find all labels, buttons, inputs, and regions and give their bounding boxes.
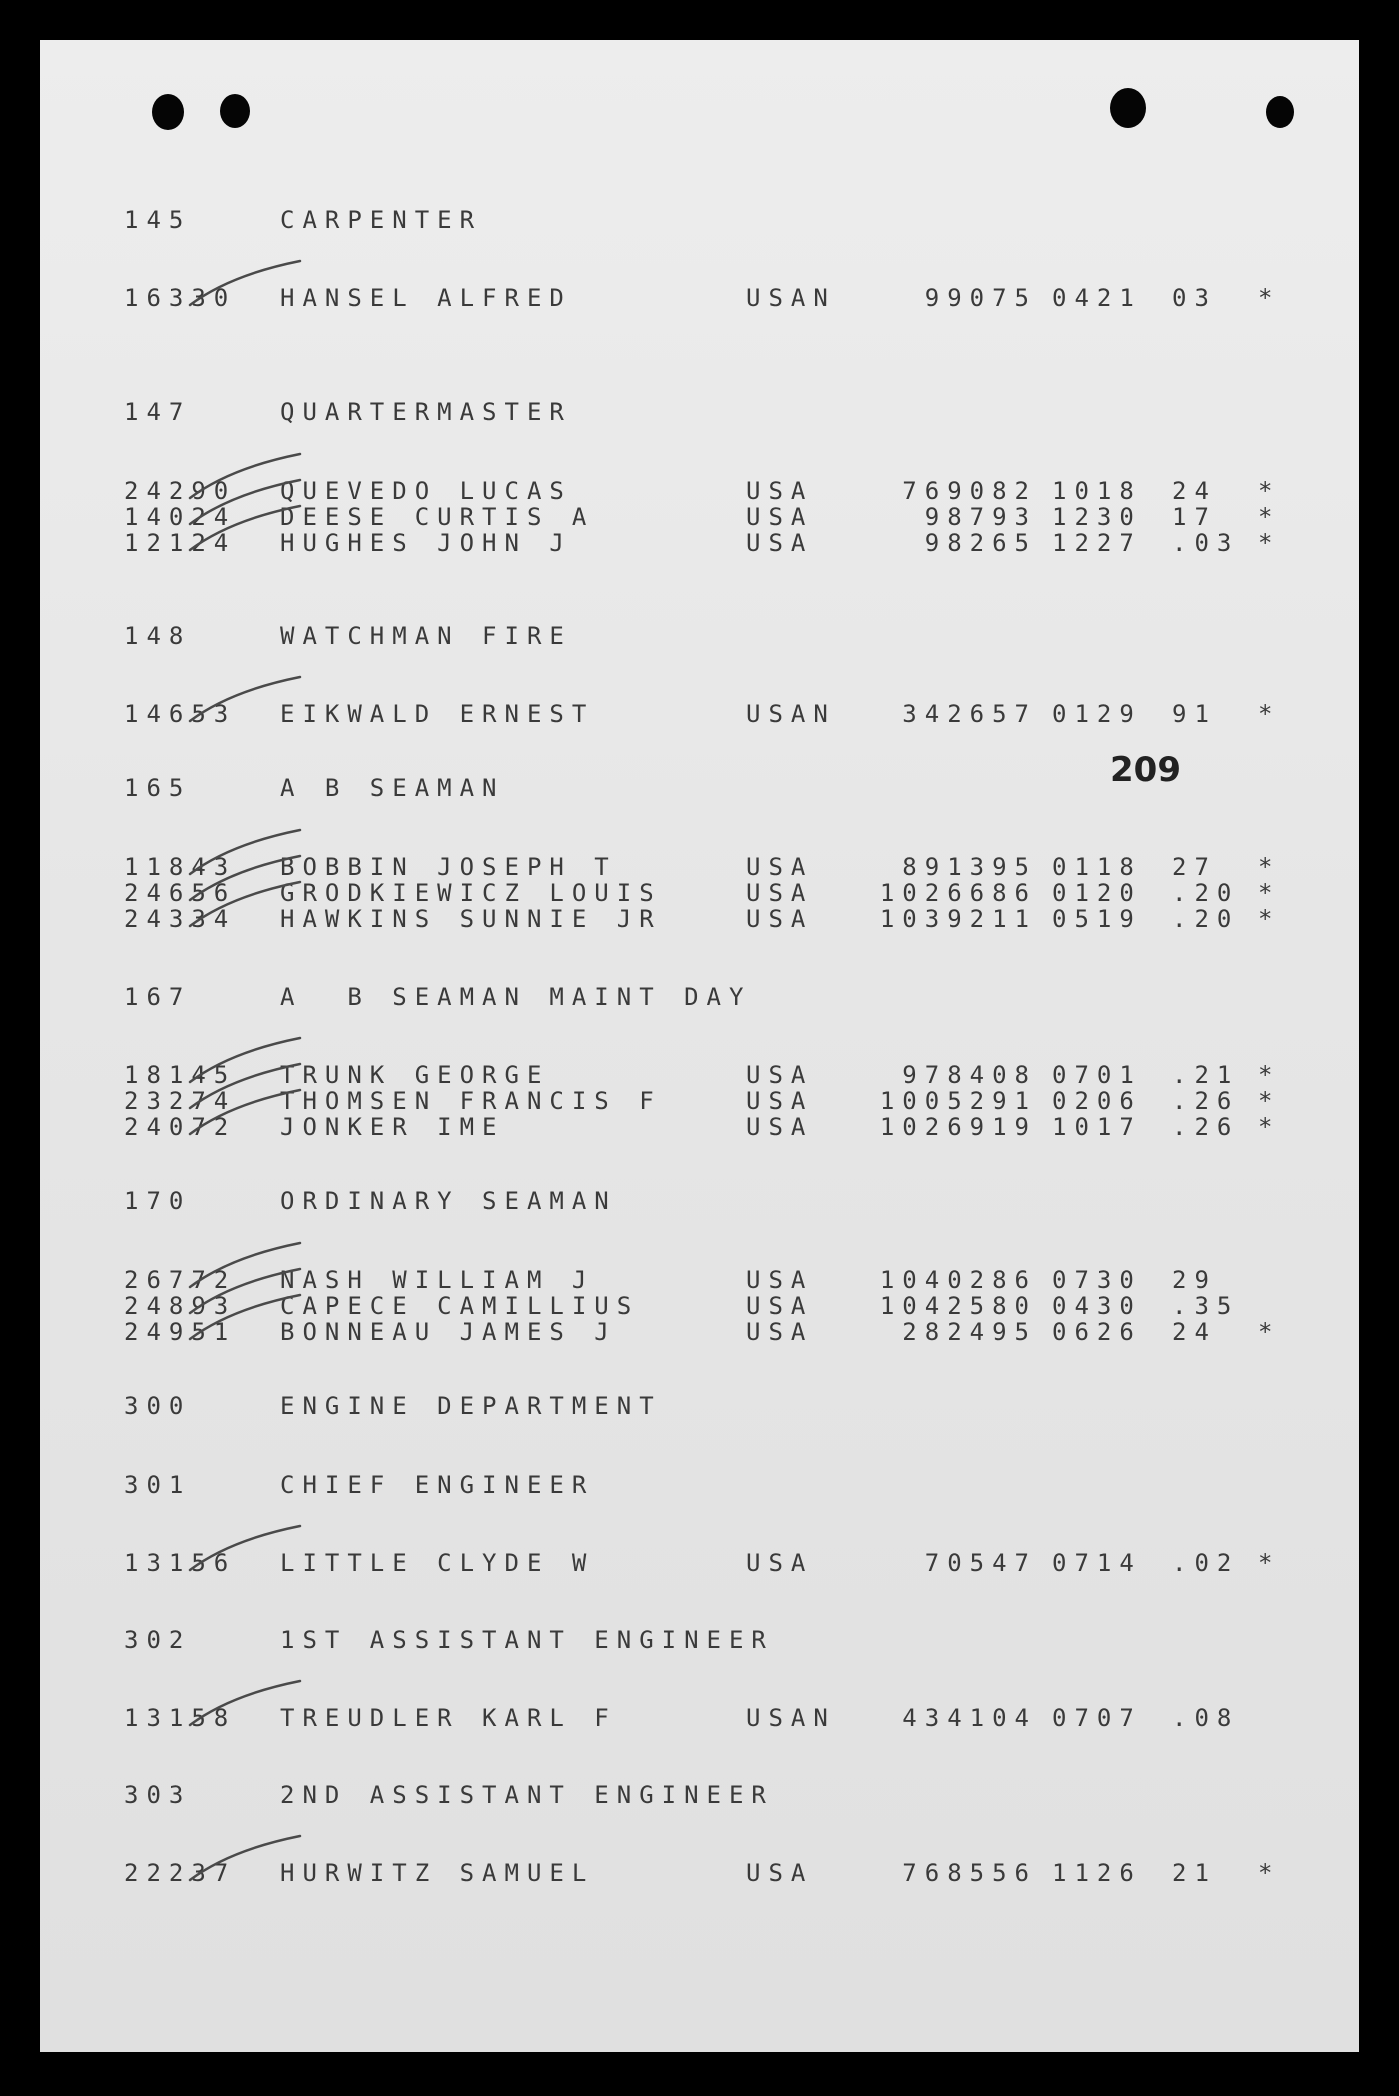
crew-date: 1018 xyxy=(1052,477,1142,505)
crew-id: 14024 xyxy=(124,503,237,531)
section-title: A B SEAMAN MAINT DAY xyxy=(280,983,752,1011)
crew-number: 99075 xyxy=(924,284,1037,312)
crew-name: DEESE CURTIS A xyxy=(280,503,595,531)
crew-citizenship: USA xyxy=(746,477,814,505)
crew-id: 24072 xyxy=(124,1113,237,1141)
crew-date: 0129 xyxy=(1052,700,1142,728)
crew-rate: .20 xyxy=(1172,905,1240,933)
crew-star-mark: * xyxy=(1258,1087,1281,1115)
section-code: 303 xyxy=(124,1781,192,1809)
crew-name: HAWKINS SUNNIE JR xyxy=(280,905,662,933)
crew-number: 98793 xyxy=(924,503,1037,531)
crew-rate: .35 xyxy=(1172,1292,1240,1320)
crew-id: 11843 xyxy=(124,853,237,881)
crew-name: GRODKIEWICZ LOUIS xyxy=(280,879,662,907)
crew-date: 0421 xyxy=(1052,284,1142,312)
crew-date: 0626 xyxy=(1052,1318,1142,1346)
crew-id: 12124 xyxy=(124,529,237,557)
crew-citizenship: USA xyxy=(746,1859,814,1887)
section-code: 165 xyxy=(124,774,192,802)
crew-date: 0730 xyxy=(1052,1266,1142,1294)
crew-date: 1126 xyxy=(1052,1859,1142,1887)
crew-star-mark: * xyxy=(1258,1549,1281,1577)
crew-id: 13158 xyxy=(124,1704,237,1732)
crew-star-mark: * xyxy=(1258,284,1281,312)
crew-citizenship: USA xyxy=(746,1113,814,1141)
crew-rate: 91 xyxy=(1172,700,1217,728)
crew-id: 18145 xyxy=(124,1061,237,1089)
crew-citizenship: USA xyxy=(746,1549,814,1577)
crew-id: 26772 xyxy=(124,1266,237,1294)
pencil-check-mark xyxy=(190,830,300,874)
section-code: 167 xyxy=(124,983,192,1011)
crew-number: 70547 xyxy=(924,1549,1037,1577)
crew-id: 24334 xyxy=(124,905,237,933)
crew-star-mark: * xyxy=(1258,503,1281,531)
crew-star-mark: * xyxy=(1258,879,1281,907)
crew-date: 0519 xyxy=(1052,905,1142,933)
section-code: 301 xyxy=(124,1471,192,1499)
crew-star-mark: * xyxy=(1258,1113,1281,1141)
crew-number: 434104 xyxy=(902,1704,1037,1732)
section-code: 170 xyxy=(124,1187,192,1215)
pencil-check-mark xyxy=(190,1836,300,1880)
crew-citizenship: USA xyxy=(746,1266,814,1294)
crew-number: 1042580 xyxy=(879,1292,1037,1320)
crew-date: 0714 xyxy=(1052,1549,1142,1577)
pencil-check-mark xyxy=(190,677,300,721)
crew-number: 978408 xyxy=(902,1061,1037,1089)
crew-name: HANSEL ALFRED xyxy=(280,284,572,312)
crew-rate: 27 xyxy=(1172,853,1217,881)
section-title: WATCHMAN FIRE xyxy=(280,622,572,650)
crew-number: 342657 xyxy=(902,700,1037,728)
page-number-stamp: 209 xyxy=(1110,750,1181,790)
crew-number: 768556 xyxy=(902,1859,1037,1887)
section-code: 147 xyxy=(124,398,192,426)
crew-number: 1026919 xyxy=(879,1113,1037,1141)
crew-star-mark: * xyxy=(1258,853,1281,881)
crew-name: TRUNK GEORGE xyxy=(280,1061,550,1089)
crew-name: LITTLE CLYDE W xyxy=(280,1549,595,1577)
crew-id: 22237 xyxy=(124,1859,237,1887)
crew-date: 0118 xyxy=(1052,853,1142,881)
crew-rate: .03 xyxy=(1172,529,1240,557)
crew-rate: 03 xyxy=(1172,284,1217,312)
crew-number: 769082 xyxy=(902,477,1037,505)
crew-citizenship: USA xyxy=(746,879,814,907)
crew-rate: .02 xyxy=(1172,1549,1240,1577)
crew-number: 891395 xyxy=(902,853,1037,881)
crew-name: CAPECE CAMILLIUS xyxy=(280,1292,640,1320)
crew-rate: .20 xyxy=(1172,879,1240,907)
section-code: 302 xyxy=(124,1626,192,1654)
crew-star-mark: * xyxy=(1258,1061,1281,1089)
section-title: 2ND ASSISTANT ENGINEER xyxy=(280,1781,774,1809)
crew-number: 282495 xyxy=(902,1318,1037,1346)
crew-citizenship: USA xyxy=(746,1087,814,1115)
section-title: 1ST ASSISTANT ENGINEER xyxy=(280,1626,774,1654)
crew-id: 24656 xyxy=(124,879,237,907)
pencil-check-mark xyxy=(190,1243,300,1287)
section-title: CHIEF ENGINEER xyxy=(280,1471,595,1499)
crew-rate: 24 xyxy=(1172,1318,1217,1346)
crew-date: 1227 xyxy=(1052,529,1142,557)
crew-id: 14653 xyxy=(124,700,237,728)
crew-name: JONKER IME xyxy=(280,1113,505,1141)
section-title: CARPENTER xyxy=(280,206,483,234)
crew-citizenship: USA xyxy=(746,1061,814,1089)
crew-citizenship: USA xyxy=(746,1318,814,1346)
crew-rate: .08 xyxy=(1172,1704,1240,1732)
crew-number: 98265 xyxy=(924,529,1037,557)
crew-date: 0707 xyxy=(1052,1704,1142,1732)
crew-star-mark: * xyxy=(1258,477,1281,505)
pencil-check-mark xyxy=(190,454,300,498)
crew-citizenship: USA xyxy=(746,529,814,557)
crew-rate: .26 xyxy=(1172,1087,1240,1115)
crew-date: 1017 xyxy=(1052,1113,1142,1141)
section-title: QUARTERMASTER xyxy=(280,398,572,426)
crew-rate: .21 xyxy=(1172,1061,1240,1089)
pencil-check-mark xyxy=(190,1038,300,1082)
section-code: 148 xyxy=(124,622,192,650)
crew-id: 24290 xyxy=(124,477,237,505)
crew-citizenship: USA xyxy=(746,1292,814,1320)
section-title: A B SEAMAN xyxy=(280,774,505,802)
crew-number: 1026686 xyxy=(879,879,1037,907)
crew-rate: .26 xyxy=(1172,1113,1240,1141)
crew-number: 1040286 xyxy=(879,1266,1037,1294)
crew-date: 0120 xyxy=(1052,879,1142,907)
crew-number: 1039211 xyxy=(879,905,1037,933)
pencil-check-mark xyxy=(190,1681,300,1725)
crew-citizenship: USA xyxy=(746,905,814,933)
crew-name: BONNEAU JAMES J xyxy=(280,1318,617,1346)
crew-citizenship: USAN xyxy=(746,284,836,312)
check-marks-layer xyxy=(40,40,1359,2052)
crew-date: 0701 xyxy=(1052,1061,1142,1089)
crew-rate: 21 xyxy=(1172,1859,1217,1887)
section-code: 300 xyxy=(124,1392,192,1420)
pencil-check-mark xyxy=(190,261,300,305)
crew-rate: 24 xyxy=(1172,477,1217,505)
crew-id: 16330 xyxy=(124,284,237,312)
crew-star-mark: * xyxy=(1258,905,1281,933)
crew-citizenship: USAN xyxy=(746,700,836,728)
document-page xyxy=(40,40,1359,2052)
crew-citizenship: USA xyxy=(746,853,814,881)
crew-id: 13156 xyxy=(124,1549,237,1577)
crew-id: 23274 xyxy=(124,1087,237,1115)
crew-citizenship: USA xyxy=(746,503,814,531)
crew-name: NASH WILLIAM J xyxy=(280,1266,595,1294)
crew-star-mark: * xyxy=(1258,529,1281,557)
crew-date: 0206 xyxy=(1052,1087,1142,1115)
crew-name: HURWITZ SAMUEL xyxy=(280,1859,595,1887)
crew-name: BOBBIN JOSEPH T xyxy=(280,853,617,881)
crew-star-mark: * xyxy=(1258,700,1281,728)
crew-rate: 17 xyxy=(1172,503,1217,531)
crew-date: 0430 xyxy=(1052,1292,1142,1320)
crew-date: 1230 xyxy=(1052,503,1142,531)
crew-id: 24893 xyxy=(124,1292,237,1320)
crew-star-mark: * xyxy=(1258,1859,1281,1887)
crew-name: HUGHES JOHN J xyxy=(280,529,572,557)
section-title: ENGINE DEPARTMENT xyxy=(280,1392,662,1420)
crew-name: QUEVEDO LUCAS xyxy=(280,477,572,505)
section-title: ORDINARY SEAMAN xyxy=(280,1187,617,1215)
pencil-check-mark xyxy=(190,1526,300,1570)
crew-name: TREUDLER KARL F xyxy=(280,1704,617,1732)
crew-name: EIKWALD ERNEST xyxy=(280,700,595,728)
crew-id: 24951 xyxy=(124,1318,237,1346)
crew-citizenship: USAN xyxy=(746,1704,836,1732)
crew-star-mark: * xyxy=(1258,1318,1281,1346)
section-code: 145 xyxy=(124,206,192,234)
crew-name: THOMSEN FRANCIS F xyxy=(280,1087,662,1115)
crew-number: 1005291 xyxy=(879,1087,1037,1115)
crew-rate: 29 xyxy=(1172,1266,1217,1294)
